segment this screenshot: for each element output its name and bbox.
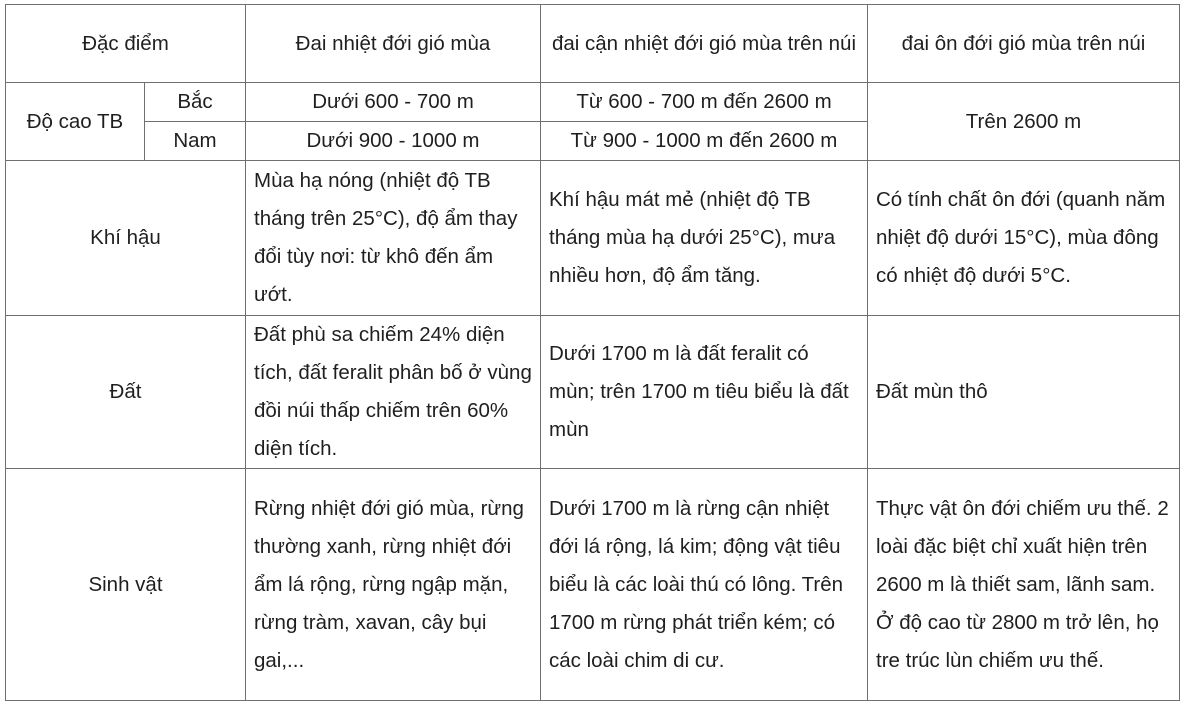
biota-tropical: Rừng nhiệt đới gió mùa, rừng thường xanh, rừng nhiệt đới ẩm lá rộng, rừng ngập mặn, rừng tràm, xavan, cây bụi gai,... [246, 469, 541, 701]
soil-row [6, 316, 1180, 469]
altitude-north-subtropical: Từ 600 - 700 m đến 2600 m [541, 83, 868, 122]
header-row [6, 5, 1180, 83]
climate-row [6, 161, 1180, 316]
altitude-north-tropical: Dưới 600 - 700 m [246, 83, 541, 122]
biota-row [6, 469, 1180, 701]
soil-temperate: Đất mùn thô [868, 316, 1180, 469]
header-feature: Đặc điểm [6, 5, 246, 83]
altitude-south-tropical: Dưới 900 - 1000 m [246, 122, 541, 161]
soil-tropical: Đất phù sa chiếm 24% diện tích, đất feralit phân bố ở vùng đồi núi thấp chiếm trên 60% diện tích. [246, 316, 541, 469]
altitude-south-label: Nam [145, 122, 246, 161]
altitude-north-label: Bắc [145, 83, 246, 122]
biota-subtropical: Dưới 1700 m là rừng cận nhiệt đới lá rộng, lá kim; động vật tiêu biểu là các loài thú có lông. Trên 1700 m rừng phát triển kém; có các loài chim di cư. [541, 469, 868, 701]
altitude-label: Độ cao TB [6, 83, 145, 161]
climate-label: Khí hậu [6, 161, 246, 316]
header-tropical-belt: Đai nhiệt đới gió mùa [246, 5, 541, 83]
altitude-temperate: Trên 2600 m [868, 83, 1180, 161]
climate-temperate: Có tính chất ôn đới (quanh năm nhiệt độ dưới 15°C), mùa đông có nhiệt độ dưới 5°C. [868, 161, 1180, 316]
biota-label: Sinh vật [6, 469, 246, 701]
climate-subtropical: Khí hậu mát mẻ (nhiệt độ TB tháng mùa hạ dưới 25°C), mưa nhiều hơn, độ ẩm tăng. [541, 161, 868, 316]
header-temperate-belt: đai ôn đới gió mùa trên núi [868, 5, 1180, 83]
header-subtropical-belt: đai cận nhiệt đới gió mùa trên núi [541, 5, 868, 83]
climate-tropical: Mùa hạ nóng (nhiệt độ TB tháng trên 25°C), độ ẩm thay đổi tùy nơi: từ khô đến ẩm ướt. [246, 161, 541, 316]
altitude-north-row [6, 83, 1180, 122]
climate-belts-table [5, 4, 1180, 701]
soil-label: Đất [6, 316, 246, 469]
biota-temperate: Thực vật ôn đới chiếm ưu thế. 2 loài đặc biệt chỉ xuất hiện trên 2600 m là thiết sam, lãnh sam. Ở độ cao từ 2800 m trở lên, họ tre trúc lùn chiếm ưu thế. [868, 469, 1180, 701]
soil-subtropical: Dưới 1700 m là đất feralit có mùn; trên 1700 m tiêu biểu là đất mùn [541, 316, 868, 469]
altitude-south-subtropical: Từ 900 - 1000 m đến 2600 m [541, 122, 868, 161]
